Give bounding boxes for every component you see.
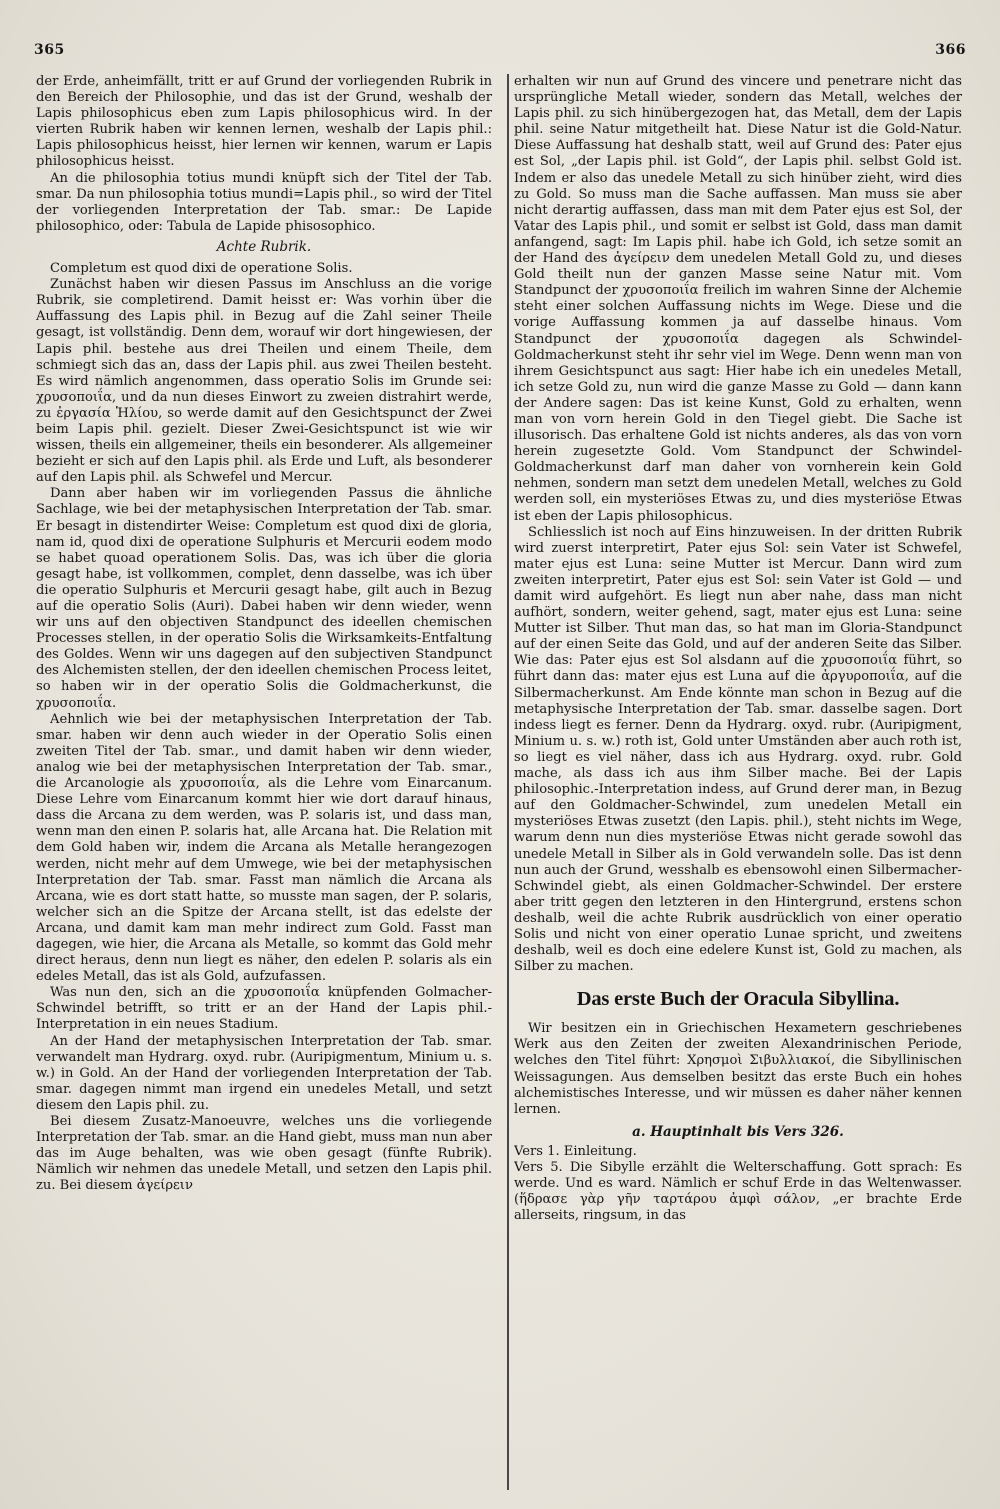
- right-column: [514, 74, 962, 1490]
- chapter-title: Das erste Buch der Oracula Sibyllina.: [576, 988, 900, 1011]
- paragraph: Was nun den, sich an die χρυσοποιΐα knüpfenden Golmacher-Schwindel betrifft, so tritt er an der Hand der Lapis phil.-Interpretation in ein neues Stadium.: [36, 985, 492, 1033]
- paragraph: Zunächst haben wir diesen Passus im Anschluss an die vorige Rubrik, sie completirend. Damit heisst er: Was vorhin über die Auffassung des Lapis phil. in Bezug auf die Zahl seiner Theile gesagt, ist vollständig. Denn dem, worauf wir dort hingewiesen, der Lapis phil. bestehe aus drei Theilen und einem Theile, dem schmiegt sich das an, dass der Lapis phil. aus zwei Theilen besteht. Es wird nämlich angenommen, dass operatio Solis im Grunde sei: χρυσοποιΐα, und da nun dieses Einwort zu zweien distrahirt werde, zu ἐργασία Ἡλίου, so werde damit auf den Gesichtspunct der Zwei beim Lapis phil. gezielt. Dieser Zwei-Gesichtspunct ist wie wir wissen, theils ein allgemeiner, theils ein besonderer. Als allgemeiner bezieht er sich auf den Lapis phil. als Erde und Luft, als besonderer auf den Lapis phil. als Schwefel und Mercur.: [36, 277, 492, 486]
- column-divider: [507, 74, 509, 1490]
- paragraph: Dann aber haben wir im vorliegenden Passus die ähnliche Sachlage, wie bei der metaphysischen Interpretation der Tab. smar. Er besagt in distendirter Weise: Completum est quod dixi de gloria, nam id, quod dixi de operatione Sulphuris et Mercurii eodem modo se habet quoad operationem Solis. Das, was ich über die gloria gesagt habe, ist vollkommen, complet, denn dasselbe, was ich über die operatio Sulphuris et Mercurii gesagt habe, gilt auch in Bezug auf die operatio Solis (Auri). Dabei haben wir denn wieder, wenn wir uns auf den objectiven Standpunct des ideellen chemischen Processes stellen, in der operatio Solis die Wirksamkeits-Entfaltung des Goldes. Wenn wir uns dagegen auf den subjectiven Standpunct des Alchemisten stellen, der den ideellen chemischen Process leitet, so haben wir in der operatio Solis die Goldmacherkunst, die χρυσοποιΐα.: [36, 486, 492, 711]
- paragraph: An der Hand der metaphysischen Interpretation der Tab. smar. verwandelt man Hydrarg. oxyd. rubr. (Auripigmentum, Minium u. s. w.) in Gold. An der Hand der vorliegenden Interpretation der Tab. smar. dagegen nimmt man irgend ein unedeles Metall, und setzt diesem den Lapis phil. zu.: [36, 1033, 492, 1113]
- paragraph: An die philosophia totius mundi knüpft sich der Titel der Tab. smar. Da nun philosophia totius mundi=Lapis phil., so wird der Titel der vorliegenden Interpretation der Tab. smar.: De Lapide philosophico, oder: Tabula de Lapide phisosophico.: [36, 170, 492, 234]
- paragraph: Bei diesem Zusatz-Manoeuvre, welches uns die vorliegende Interpretation der Tab. smar. an die Hand giebt, muss man nun aber das im Auge behalten, was wie oben gesagt (fünfte Rubrik). Nämlich wir nehmen das unedele Metall, und setzen den Lapis phil. zu. Bei diesem ἀγείρειν: [36, 1114, 492, 1194]
- page-number-right: 366: [935, 42, 966, 58]
- paragraph: Aehnlich wie bei der metaphysischen Interpretation der Tab. smar. haben wir denn auch wieder in der Operatio Solis einen zweiten Titel der Tab. smar., und damit haben wir denn wieder, analog wie bei der metaphysischen Interpretation der Tab. smar., die Arcanologie als χρυσοποιΐα, als die Lehre vom Einarcanum. Diese Lehre vom Einarcanum kommt hier wie dort darauf hinaus, dass die Arcana zu dem werden, was P. solaris ist, und dass man, wenn man den einen P. solaris hat, alle Arcana hat. Die Relation mit dem Gold haben wir, indem die Arcana als Metalle herangezogen werden, nicht mehr auf dem Umwege, wie bei der metaphysischen Interpretation der Tab. smar. Fasst man nämlich die Arcana als Arcana, wie es dort statt hatte, so musste man sagen, der P. solaris, welcher sich an die Spitze der Arcana stellt, ist das edelste der Arcana, und damit kam man mehr indirect zum Gold. Fasst man dagegen, wie hier, die Arcana als Metalle, so kommt das Gold mehr direct heraus, denn nun liegt es näher, den edelen P. solaris als ein edeles Metall, das ist als Gold, aufzufassen.: [36, 711, 492, 985]
- subsection-heading: a. Hauptinhalt bis Vers 326.: [632, 1123, 844, 1140]
- paragraph: Wir besitzen ein in Griechischen Hexametern geschriebenes Werk aus den Zeiten der zweiten Alexandrinischen Periode, welches den Titel führt: Χρησμοὶ Σιβυλλιακοί, die Sibyllinischen Weissagungen. Aus demselben besitzt das erste Buch ein hohes alchemistisches Interesse, und wir müssen es daher näher kennen lernen.: [514, 1021, 962, 1117]
- verse-line: Vers 5. Die Sibylle erzählt die Welterschaffung. Gott sprach: Es werde. Und es ward. Nämlich er schuf Erde in das Weltenwasser. (ἥδρασε γὰρ γῆν ταρτάρου ἀμφὶ σάλον, „er brachte Erde allerseits, ringsum, in das: [514, 1160, 962, 1224]
- page-number-left: 365: [34, 42, 65, 58]
- paragraph: Completum est quod dixi de operatione Solis.: [50, 261, 353, 277]
- paragraph: erhalten wir nun auf Grund des vincere und penetrare nicht das ursprüngliche Metall wieder, sondern das Metall, welches der Lapis phil. zu sich hinübergezogen hat, das Metall, dem der Lapis phil. seine Natur mitgetheilt hat. Diese Natur ist die Gold-Natur. Diese Auffassung hat deshalb statt, weil auf Grund des: Pater ejus est Sol, „der Lapis phil. ist Gold“, der Lapis phil. selbst Gold ist. Indem er also das unedele Metall zu sich hinüber zieht, wird dies zu Gold. So muss man die Sache auffassen. Man muss sie aber nicht derartig auffassen, dass man mit dem Pater ejus est Sol, der Vatar des Lapis phil., und somit er selbst ist Gold, dass man damit anfangend, sagt: Im Lapis phil. habe ich Gold, ich setze somit an der Hand des ἀγείρειν dem unedelen Metall Gold zu, und dieses Gold theilt nun der ganzen Masse seine Natur mit. Vom Standpunct der χρυσοποιΐα freilich im wahren Sinne der Alchemie steht einer solchen Auffassung nichts im Wege. Diese und die vorige Auffassung kommen ja auf dasselbe hinaus. Vom Standpunct der χρυσοποιΐα dagegen als Schwindel-Goldmacherkunst steht ihr sehr viel im Wege. Denn wenn man von ihrem Gesichtspunct aus sagt: Hier habe ich ein unedeles Metall, ich setze Gold zu, nun wird die ganze Masse zu Gold — dann kann der Andere sagen: Das ist keine Kunst, Gold zu erhalten, wenn man von vorn herein Gold in den Tiegel giebt. Die Sache ist illusorisch. Das erhaltene Gold ist nichts anderes, als das von vorn herein zugesetzte Gold. Vom Standpunct der Schwindel-Goldmacherkunst darf man daher von vornherein kein Gold nehmen, sondern man setzt dem unedelen Metall, welches zu Gold werden soll, ein mysteriöses Etwas zu, und dies mysteriöse Etwas ist eben der Lapis philosophicus.: [514, 74, 962, 524]
- section-heading: Achte Rubrik.: [216, 238, 312, 255]
- paragraph: der Erde, anheimfällt, tritt er auf Grund der vorliegenden Rubrik in den Bereich der Philosophie, und das ist der Grund, weshalb der Lapis philosophicus eben zum Lapis philosophicus wird. In der vierten Rubrik haben wir kennen lernen, weshalb der Lapis phil.: Lapis philosophicus heisst, hier lernen wir kennen, warum er Lapis philosophicus heisst.: [36, 74, 492, 170]
- paragraph: Schliesslich ist noch auf Eins hinzuweisen. In der dritten Rubrik wird zuerst interpretirt, Pater ejus Sol: sein Vater ist Schwefel, mater ejus est Luna: seine Mutter ist Mercur. Dann wird zum zweiten interpretirt, Pater ejus est Sol: sein Vater ist Gold — und damit wird aufgehört. Es liegt nun aber nahe, dass man nicht aufhört, sondern, weiter gehend, sagt, mater ejus est Luna: seine Mutter ist Silber. Thut man das, so hat man im Gloria-Standpunct auf der einen Seite das Gold, und auf der anderen Seite das Silber. Wie das: Pater ejus est Sol alsdann auf die χρυσοποιΐα führt, so führt dann das: mater ejus est Luna auf die ἀργυροποιΐα, auf die Silbermacherkunst. Am Ende könnte man schon in Bezug auf die metaphysische Interpretation der Tab. smar. dasselbe sagen. Dort indess liegt es ferner. Denn da Hydrarg. oxyd. rubr. (Auripigment, Minium u. s. w.) roth ist, Gold unter Umständen aber auch roth ist, so liegt es viel näher, dass ich aus Hydrarg. oxyd. rubr. Gold mache, als dass ich aus ihm Silber mache. Bei der Lapis philosophic.-Interpretation indess, auf Grund derer man, in Bezug auf den Goldmacher-Schwindel, zum unedelen Metall ein mysteriöses Etwas zusetzt (den Lapis. phil.), steht nichts im Wege, warum denn nun dies mysteriöse Etwas nicht gerade sowohl das unedele Metall in Silber als in Gold verwandeln solle. Das ist denn nun auch der Grund, wesshalb es ebensowohl einen Silbermacher-Schwindel giebt, als einen Goldmacher-Schwindel. Der erstere aber tritt gegen den letzteren in den Hintergrund, erstens schon deshalb, weil die achte Rubrik ausdrücklich von einer operatio Solis und nicht von einer operatio Lunae spricht, und zweitens deshalb, weil es doch eine edelere Kunst ist, Gold zu machen, als Silber zu machen.: [514, 524, 962, 975]
- left-column: [36, 74, 492, 1490]
- verse-line: Vers 1. Einleitung.: [514, 1143, 637, 1159]
